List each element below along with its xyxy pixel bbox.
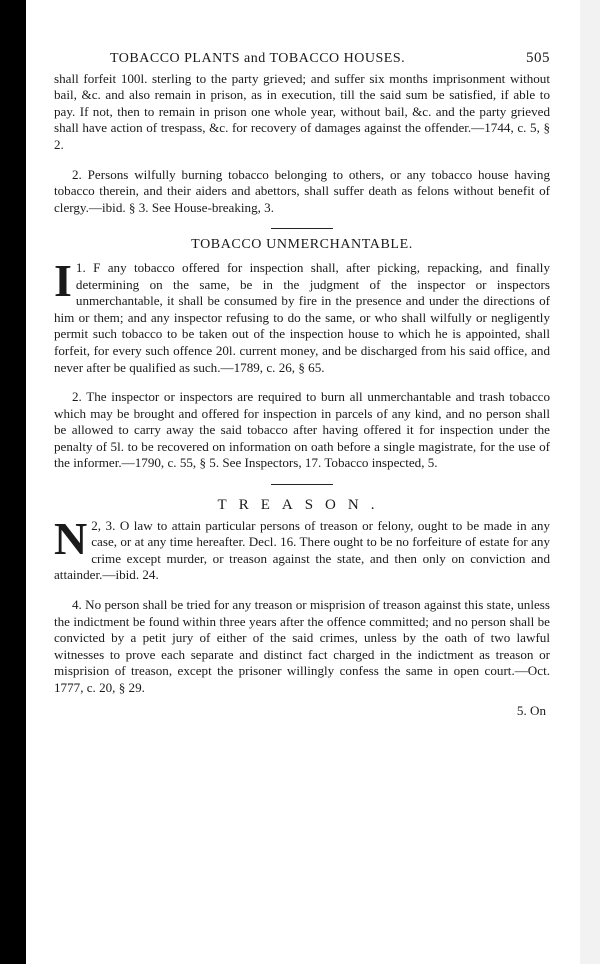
catchword: 5. On xyxy=(516,702,546,718)
paragraph-text: O law to attain particular persons of treason or felony, ought to be made in any case, or at any time hereafter. Decl. 16. There ought to be no forfeiture of estate for any crime except murder, or treason against the state, and then only on conviction and attainder.—ibid. 24. xyxy=(54,517,551,583)
book-page xyxy=(54,50,550,719)
paragraph-continued: shall forfeit 100l. sterling to the party grieved; and suffer six months imprisonment without bail, &c. and also remain in prison, as in execution, till the said sum be satisfied, if able to pay. If not, then to remain in prison one whole year, without bail, &c. and the party grieved shall have action of trespass, &c. for recovery of damages against the offender.—1744, c. 5, § 2. xyxy=(54,70,550,152)
section-divider xyxy=(271,484,333,485)
paragraph-tobacco-burning: 2. Persons wilfully burning tobacco belonging to others, or any tobacco house having tobacco therein, and their aiders and abettors, shall suffer death as felons without benefit of clergy.—ibid. § 3. See House-breaking, 3. xyxy=(54,166,550,215)
paragraph-text: F any tobacco offered for inspection shall, after picking, repacking, and finally determining on the same, be in the judgment of the inspector or inspectors unmerchantable, it shall be consumed by fire in the presence and under the directions of him or them; and any inspector refusing to do the same, or who shall wilfully or negligently permit such tobacco to be taken out of the inspection house to which he is appointed, shall forfeit, for every such offence 20l. current money, and be discharged from his said office, and never after be qualified as such.—1789, c. 26, § 65. xyxy=(54,259,550,375)
section-divider xyxy=(271,228,333,229)
paragraph-treason-1 xyxy=(54,512,551,584)
page-gutter-shadow xyxy=(0,0,26,964)
drop-cap-letter: I xyxy=(54,254,72,306)
paragraph-treason-4: 4. No person shall be tried for any treason or misprision of treason against this state, unless the indictment be found within three years after the offence committed; and no person shall be convicted by a petit jury of either of the said crimes, unless by the oath of two lawful witnesses to prove each separate and distinct fact charged in the indictment as treason or misprision of treason, except the prisoner willingly confess the same in open court.—Oct. 1777, c. 20, § 29. xyxy=(54,597,550,695)
page-number: 505 xyxy=(526,50,550,66)
paragraph-unmerchantable-1 xyxy=(54,254,550,376)
section-heading-unmerchantable: TOBACCO UNMERCHANTABLE. xyxy=(191,237,413,253)
running-title: TOBACCO PLANTS and TOBACCO HOUSES. xyxy=(110,51,406,66)
paragraph-number: 1. xyxy=(75,259,86,275)
paragraph-unmerchantable-2: 2. The inspector or inspectors are required to burn all unmerchantable and trash tobacco which may be brought and offered for inspection in parcels of any kind, and no person shall be allowed to carry away the said tobacco after having offered it for inspection under the penalty of 5l. to be recovered on information on oath before a single magistrate, for the use of the informer.—1790, c. 55, § 5. See Inspectors, 17. Tobacco inspected, 5. xyxy=(54,389,550,471)
running-header xyxy=(54,50,550,68)
drop-cap-letter: N xyxy=(54,512,88,564)
page-edge xyxy=(580,0,600,964)
paragraph-number: 2, 3. xyxy=(91,517,116,533)
section-heading-treason: TREASON. xyxy=(217,497,387,514)
